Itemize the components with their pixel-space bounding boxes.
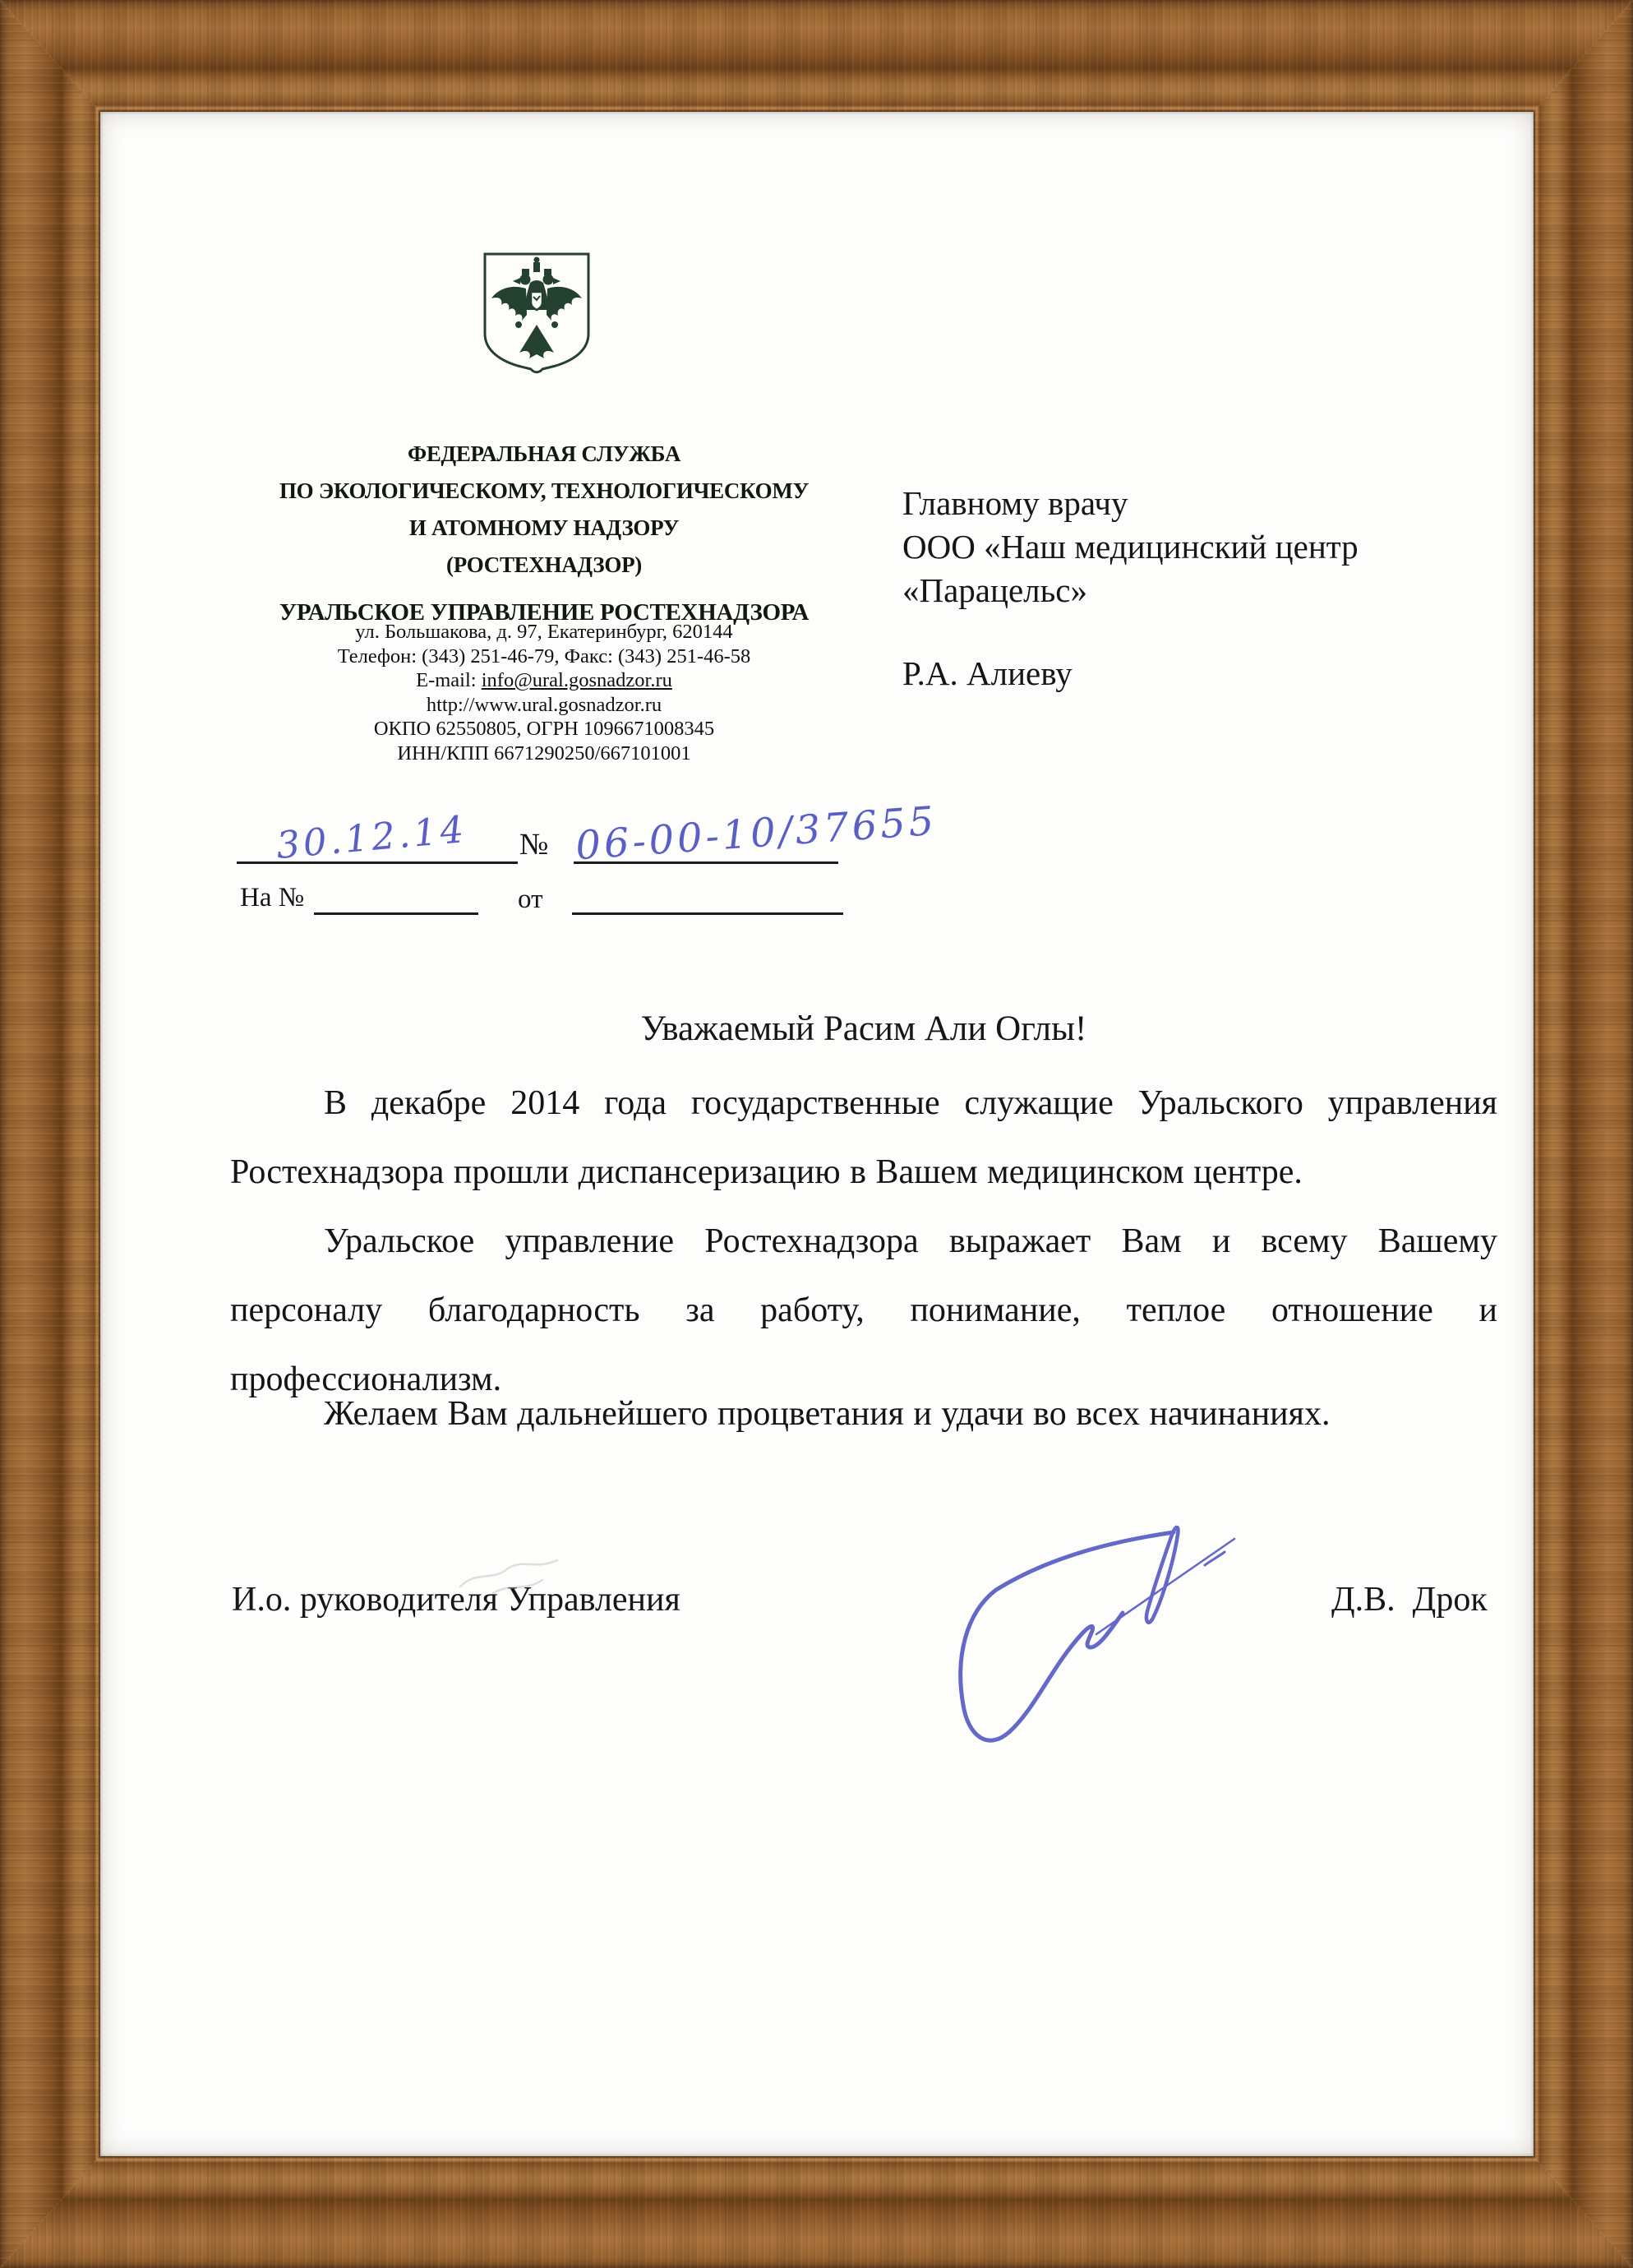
coat-of-arms-icon [479,249,594,374]
number-sign: № [519,828,549,861]
recipient-name: Р.А. Алиеву [902,654,1073,692]
wood-frame-top [0,0,1633,112]
org-line-4: (РОСТЕХНАДЗОР) [446,552,642,577]
recipient-line-3: «Парацельс» [902,571,1087,609]
wood-frame-bottom [0,2156,1633,2268]
reply-to-label: На № [240,883,305,912]
signer-title: И.о. руководителя Управления [232,1581,680,1619]
recipient-block [902,482,1494,612]
inn-kpp-line: ИНН/КПП 6671290250/667101001 [397,741,691,764]
handwritten-signature [920,1490,1282,1851]
letterhead-address-block [215,620,873,766]
handwritten-number: 06-00-10/37655 [574,797,939,870]
pencil-scratch-mark [444,1545,575,1611]
wood-frame-right [1534,0,1633,2268]
email-address: info@ural.gosnadzor.ru [481,669,672,692]
recipient-line-2: ООО «Наш медицинский центр [902,528,1359,566]
phone-fax-line: Телефон: (343) 251-46-79, Факс: (343) 251-46-58 [337,644,751,667]
org-division: УРАЛЬСКОЕ УПРАВЛЕНИЕ РОСТЕХНАДЗОРА [279,599,810,626]
paragraph-3: Желаем Вам дальнейшего процветания и удачи во всех начинаниях. [324,1395,1331,1433]
org-line-2: ПО ЭКОЛОГИЧЕСКОМУ, ТЕХНОЛОГИЧЕСКОМУ [279,478,810,503]
website-line: http://www.ural.gosnadzor.ru [426,693,662,716]
okpo-ogrn-line: ОКПО 62550805, ОГРН 1096671008345 [373,718,715,741]
salutation: Уважаемый Расим Али Оглы! [640,1009,1087,1048]
from-date-rule [572,912,843,915]
wood-frame-left [0,0,100,2268]
paragraph-1: В декабре 2014 года государственные служащие Уральского управления Ростехнадзора прошли диспансеризацию в Вашем медицинском центре. [230,1084,1497,1191]
reply-number-rule [314,912,478,915]
email-label: E-mail: [416,669,482,692]
email-line [215,668,873,693]
recipient-line-1: Главному врачу [902,484,1128,522]
paragraph-2: Уральское управление Ростехнадзора выражает Вам и всему Вашему персоналу благодарность за работу, понимание, теплое отношение и профессионализм. [230,1222,1497,1398]
from-date-label: от [518,885,543,914]
signer-name: Д.В. Дрок [1331,1581,1488,1619]
address-line: ул. Большакова, д. 97, Екатеринбург, 620144 [355,621,733,643]
handwritten-date: 30.12.14 [274,806,469,868]
org-line-1: ФЕДЕРАЛЬНАЯ СЛУЖБА [407,441,681,466]
org-line-3: И АТОМНОМУ НАДЗОРУ [408,515,680,540]
letterhead-org-block [215,436,873,631]
